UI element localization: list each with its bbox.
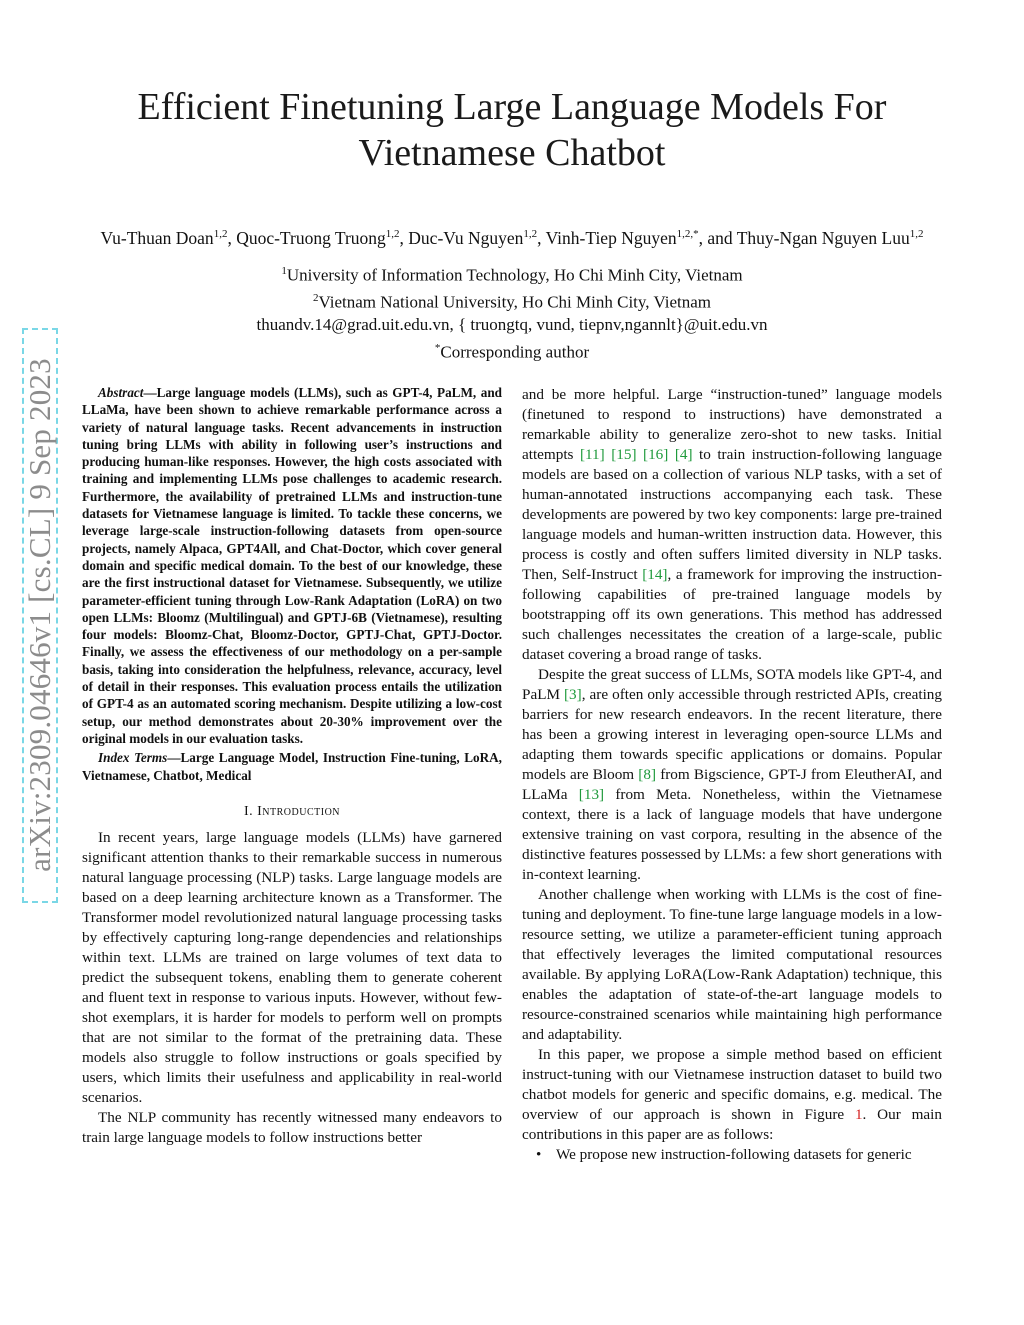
author-affil-sup: 1,2 <box>213 228 228 240</box>
author-name: Duc-Vu Nguyen <box>408 227 524 248</box>
author-name: Vinh-Tiep Nguyen <box>545 227 677 248</box>
intro-paragraph-1: In recent years, large language models (LLMs) have garnered significant attention thanks to their remarkable success in numerous natural language processing (NLP) tasks. Large language models are based on a deep learning architecture known as a Transformer. The Transformer model revolutionized natural language processing tasks by effectively capturing long-range dependencies and relationships within text. LLMs are trained on large volumes of text data to predict the subsequent tokens, enabling them to generate coherent and fluent text in response to various inputs. However, without few-shot exemplars, it is harder for models to perform well on prompts that are not similar to the format of the pretraining data. These models also struggle to follow instructions or goals specified by users, which limits their usefulness and applicability in real-world scenarios. <box>82 828 502 1106</box>
title-line-1: Efficient Finetuning Large Language Models For <box>137 86 887 128</box>
author-name: Thuy-Ngan Nguyen Luu <box>736 227 910 248</box>
paragraph-cost: Another challenge when working with LLMs is the cost of fine-tuning and deployment. To fine-tune large language models in a low-resource setting, we utilize a parameter-efficient tuning approach that effectively leverages the limited computational resources available. By applying LoRA(Low-Rank Adaptation) technique, this enables the adaptation of state-of-the-art language models to resource-constrained scenarios while maintaining high performance and adaptability. <box>522 886 942 1043</box>
paragraph-sota <box>522 665 942 885</box>
author-affil-sup: 1,2,* <box>676 228 699 240</box>
affil-sup: 1 <box>281 265 287 277</box>
affil-text: Vietnam National University, Ho Chi Minh City, Vietnam <box>318 292 712 312</box>
paragraph-text: and be more helpful. Large “instruction-tuned” language models (finetuned to respond to instructions) have demonstrated a remarkable ability to generalize zero-shot to new tasks. Initial attempts <box>522 386 942 463</box>
affiliation-1 <box>0 260 1024 287</box>
paragraph-text: In this paper, we propose a simple method based on efficient instruct-tuning with our Vietnamese instruction dataset to build two chatbot models for generic and specific domains, e.g. medical. The overview of our approach is shown in Figure <box>522 1046 942 1123</box>
affiliation-2 <box>0 287 1024 314</box>
bullet-text: We propose new instruction-following datasets for generic <box>556 1146 912 1163</box>
section-title: Introduction <box>257 803 341 819</box>
author-name: Quoc-Truong Truong <box>236 227 386 248</box>
paper-title <box>0 84 1024 176</box>
citation-link[interactable]: [3] <box>564 686 582 703</box>
author-separator: , <box>399 227 409 248</box>
citation-link[interactable]: [13] <box>578 786 605 803</box>
abstract-lead: Abstract <box>98 385 144 400</box>
author-separator: , <box>537 227 546 248</box>
affil-sup: 2 <box>312 292 319 305</box>
citation-link[interactable]: [16] <box>643 446 669 463</box>
affil-text: University of Information Technology, Ho Chi Minh City, Vietnam <box>286 265 743 285</box>
left-column <box>82 384 502 1148</box>
affil-text: Corresponding author <box>440 342 590 362</box>
contribution-bullet <box>522 1145 942 1165</box>
author-affil-sup: 1,2 <box>385 228 400 240</box>
paragraph-text: . Our main contributions in this paper are as follows: <box>522 1106 942 1143</box>
title-line-2: Vietnamese Chatbot <box>358 132 666 174</box>
arxiv-sidebar <box>0 0 72 1325</box>
figure-link[interactable]: 1 <box>854 1106 863 1123</box>
paragraph-text: Despite the great success of LLMs, SOTA models like GPT-4, and PaLM <box>522 666 942 703</box>
bullet-dot: • <box>536 1146 542 1163</box>
author-affil-sup: 1,2 <box>909 228 924 240</box>
paragraph-proposal <box>522 1045 942 1145</box>
author-list <box>0 222 1024 250</box>
citation-link[interactable]: [15] <box>611 446 637 463</box>
intro-paragraph-2: The NLP community has recently witnessed many endeavors to train large language models to follow instructions better <box>82 1108 502 1146</box>
citation-link[interactable]: [4] <box>674 446 693 463</box>
author-separator: , and <box>698 227 737 248</box>
section-heading-introduction <box>82 804 502 820</box>
affiliations <box>0 260 1024 364</box>
index-terms-lead: Index Terms <box>98 750 168 766</box>
abstract <box>82 384 502 747</box>
arxiv-identifier: arXiv:2309.04646v1 [cs.CL] 9 Sep 2023 <box>22 358 57 872</box>
abstract-text: —Large language models (LLMs), such as GPT-4, PaLM, and LLaMa, have been shown to achieve remarkable performance across a variety of natural language tasks. Recent advancements in instruction tuning bring LLMs with ability in following user’s instructions and producing human-like responses. However, the high costs associated with training and implementing LLMs pose challenges to academic research. Furthermore, the availability of pretrained LLMs and instruction-tune datasets for Vietnamese language is limited. To tackle these concerns, we leverage large-scale instruction-following datasets from open-source projects, namely Alpaca, GPT4All, and Chat-Doctor, which cover general domain and specific medical domain. To the best of our knowledge, these are the first instructional dataset for Vietnamese. Subsequently, we utilize parameter-efficient tuning through Low-Rank Adaptation (LoRA) on two open LLMs: Bloomz (Multilingual) and GPTJ-6B (Vietnamese), resulting four models: Bloomz-Chat, Bloomz-Doctor, GPTJ-Chat, GPTJ-Doctor. Finally, we assess the effectiveness of our methodology on a per-sample basis, taking into consideration the helpfulness, relevance, accuracy, level of detail in their responses. This evaluation process entails the utilization of GPT-4 as an automated scoring mechanism. Despite utilizing a low-cost setup, our method demonstrates about 20-30% improvement over the original models in our evaluation tasks. <box>82 385 502 746</box>
index-terms <box>82 749 502 784</box>
right-column <box>522 385 942 1165</box>
index-terms-text: —Large Language Model, Instruction Fine-tuning, LoRA, Vietnamese, Chatbot, Medical <box>82 750 502 783</box>
paragraph-text: from Bigscience, GPT-J from EleutherAI, and LLaMa <box>522 766 942 803</box>
paragraph-text: to train instruction-following language models are based on a collection of various NLP tasks, with a set of human-annotated instructions accompanying each task. These developments are powered by two key components: large pre-trained language models and human-written instruction data. However, this process is costly and often suffers limited diversity in NLP tasks. Then, Self-Instruct <box>522 446 943 583</box>
author-emails: thuandv.14@grad.uit.edu.vn, { truongtq, vund, tiepnv,ngannlt}@uit.edu.vn <box>256 315 768 335</box>
section-number: I. <box>243 803 258 819</box>
affil-sup: * <box>434 341 441 354</box>
paragraph-text: , a framework for improving the instruction-following capabilities of pre-trained language models by bootstrapping off its own generations. This method has addressed such challenges necessitates the creation of a large-scale, public dataset covering a broad range of tasks. <box>522 566 942 663</box>
citation-link[interactable]: [8] <box>638 766 657 783</box>
author-separator: , <box>227 227 237 248</box>
citation-link[interactable]: [11] <box>579 446 605 463</box>
citation-link[interactable]: [14] <box>642 566 668 583</box>
paragraph-continued <box>522 385 942 665</box>
corresponding-author-note <box>0 337 1024 364</box>
paragraph-text: from Meta. Nonetheless, within the Vietnamese context, there is a lack of language models that have undergone extensive training on vast corpora, resulting in the absence of the distinctive features possessed by LLMs: a few short generations with in-context learning. <box>522 786 942 883</box>
author-affil-sup: 1,2 <box>523 228 538 240</box>
author-name: Vu-Thuan Doan <box>100 227 214 248</box>
paragraph-text: , are often only accessible through restricted APIs, creating barriers for new research endeavors. In the recent literature, there has been a growing interest in leveraging open-source LLMs and adapting them towards specific applications or domains. Popular models are Bloom <box>522 686 942 783</box>
